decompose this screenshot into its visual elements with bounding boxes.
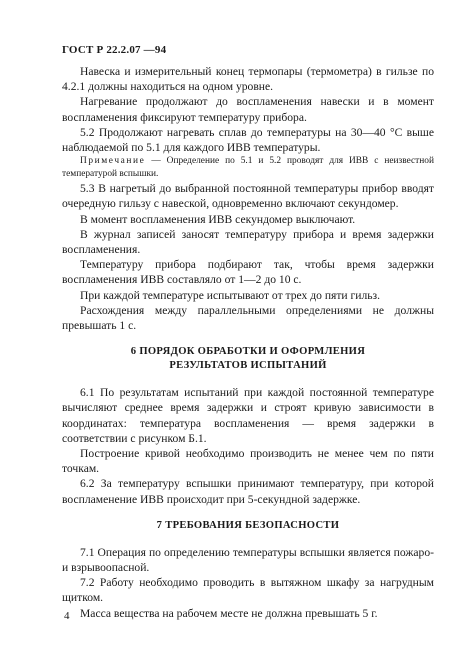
document-body <box>62 64 434 621</box>
section-6-title <box>62 345 434 373</box>
note-text: — Определение по 5.1 и 5.2 проводят для ИВВ с неизвестной температурой вспышки. <box>62 156 434 180</box>
note-label: Примечание <box>80 156 146 167</box>
section-6-title-line-1: 6 ПОРЯДОК ОБРАБОТКИ И ОФОРМЛЕНИЯ <box>130 346 366 358</box>
paragraph: Расхождения между параллельными определениями не должны превышать 1 с. <box>62 303 434 333</box>
paragraph: 5.3 В нагретый до выбранной постоянной температуры прибор вводят очередную гильзу с навеской, одновременно включают секундомер. <box>62 182 434 211</box>
paragraph: Нагревание продолжают до воспламенения навески и в момент воспламенения фиксируют температуру прибора. <box>62 95 434 124</box>
paragraph: Построение кривой необходимо производить не менее чем по пяти точкам. <box>62 447 434 476</box>
paragraph: 6.1 По результатам испытаний при каждой постоянной температуре вычисляют среднее время задержки и строят кривую зависимости в координатах: температура воспламенения — время задержки в соответствии с рисунком Б.1. <box>62 386 434 445</box>
section-6-title-line-2: РЕЗУЛЬТАТОВ ИСПЫТАНИЙ <box>169 360 327 372</box>
document-header: ГОСТ Р 22.2.07 —94 <box>62 44 167 56</box>
paragraph: Температуру прибора подбирают так, чтобы время задержки воспламенения ИВВ составляло от 1—2 до 10 с. <box>62 258 434 287</box>
section-7-title: 7 ТРЕБОВАНИЯ БЕЗОПАСНОСТИ <box>156 519 340 531</box>
paragraph: 7.1 Операция по определению температуры вспышки является пожаро- и взрывоопасной. <box>62 545 434 575</box>
page-number: 4 <box>64 610 70 622</box>
paragraph: 7.2 Работу необходимо проводить в вытяжном шкафу за нагрудным щитком. <box>62 576 434 605</box>
paragraph: Масса вещества на рабочем месте не должна превышать 5 г. <box>80 606 378 620</box>
paragraph: Навеска и измерительный конец термопары (термометра) в гильзе по 4.2.1 должны находиться на одном уровне. <box>62 65 434 94</box>
note-paragraph <box>62 155 434 181</box>
paragraph: В момент воспламенения ИВВ секундомер выключают. <box>80 212 356 226</box>
paragraph: При каждой температуре испытывают от трех до пяти гильз. <box>80 288 381 302</box>
paragraph: 5.2 Продолжают нагревать сплав до температуры на 30—40 °С выше наблюдаемой по 5.1 для каждого ИВВ температуры. <box>62 125 434 155</box>
paragraph: В журнал записей заносят температуру прибора и время задержки воспламенения. <box>62 227 434 257</box>
paragraph: 6.2 За температуру вспышки принимают температуру, при которой воспламенение ИВВ происходит при 5-секундной задержке. <box>62 477 434 506</box>
